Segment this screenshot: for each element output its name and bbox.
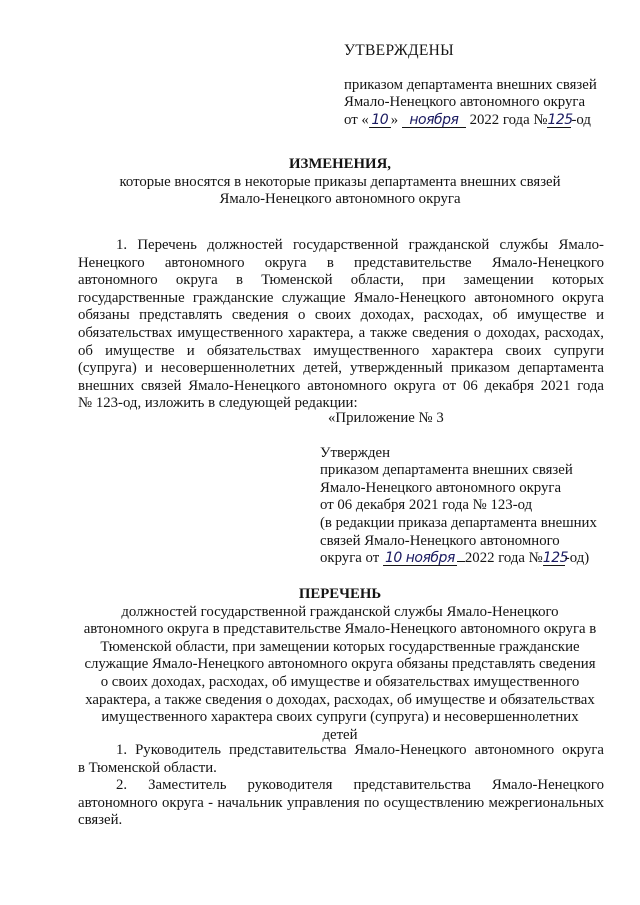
list-heading-line: характера, а также сведения о доходах, расходах, об имуществе и обязательствах: [85, 691, 595, 708]
changes-heading: [60, 156, 620, 209]
list-item-2-word: Заместитель: [148, 777, 227, 794]
list-heading-line: автономного округа в представительстве Ямало-Ненецкого автономного округа в: [83, 621, 597, 638]
approval-day: 10: [369, 113, 391, 128]
changes-line-2: Ямало-Ненецкого автономного округа: [219, 191, 461, 208]
approval-line-2: Ямало-Ненецкого автономного округа: [344, 94, 586, 111]
paragraph-line: государственные гражданские служащие Ямало-Ненецкого автономного округа: [78, 289, 604, 306]
paragraph-line: внешних связей Ямало-Ненецкого автономного округа от 06 декабря 2021 года: [78, 377, 604, 394]
appendix-date-line: [320, 550, 610, 568]
appendix-year-text: 2022 года №: [464, 550, 543, 567]
list-heading: [60, 586, 620, 744]
appendix-date-blank: [457, 561, 465, 562]
list-heading-line: имущественного характера своих супруги (супруга) и несовершеннолетних: [101, 709, 579, 726]
approval-date-quote: »: [390, 111, 399, 128]
list-heading-line: должностей государственной гражданской службы Ямало-Ненецкого: [121, 603, 559, 620]
list-item-2-line: связей.: [78, 812, 123, 829]
approval-date-prefix: от «: [344, 111, 369, 128]
appendix-date-prefix: округа от: [320, 550, 380, 567]
list-item-2-word: руководителя: [247, 777, 333, 794]
list-item-2-word: Ямало-Ненецкого: [491, 777, 605, 794]
approval-date-line: [344, 112, 624, 130]
list-item-1-line: 1. Руководитель представительства Ямало-Ненецкого автономного округа: [116, 742, 604, 758]
paragraph-line: автономного округа в Тюменской области, при замещении которых: [78, 272, 604, 289]
changes-title: ИЗМЕНЕНИЯ,: [289, 156, 391, 172]
approval-year-text: 2022 года №: [469, 111, 548, 128]
approval-number: 125: [547, 111, 573, 128]
appendix-approved: Утвержден: [320, 444, 391, 461]
appendix-line-1: приказом департамента внешних связей: [320, 462, 573, 479]
paragraph-line: 1. Перечень должностей государственной гражданской службы Ямало-: [116, 237, 604, 253]
list-item-2-word: 2.: [116, 777, 128, 794]
list-heading-line: детей: [322, 726, 358, 743]
list-title: ПЕРЕЧЕНЬ: [298, 586, 382, 602]
paragraph-line: № 123-од, изложить в следующей редакции:: [78, 395, 358, 412]
appendix-label: «Приложение № 3: [328, 410, 444, 426]
list-item-2-line: автономного округа - начальник управления по осуществлению межрегиональных: [78, 794, 604, 811]
paragraph-line: обязательствах имущественного характера, а также сведения о доходах, расходах,: [78, 324, 604, 341]
list-heading-line: служащие Ямало-Ненецкого автономного округа обязаны представлять сведения: [84, 656, 596, 673]
approval-month: ноября: [402, 113, 466, 128]
paragraph-line: об имуществе и обязательствах имущественного характера своих супруги: [78, 342, 604, 359]
approval-title: УТВЕРЖДЕНЫ: [344, 42, 454, 59]
list-heading-line: Тюменской области, при замещении которых государственные гражданские: [100, 638, 580, 655]
appendix-line-2: Ямало-Ненецкого автономного округа: [320, 479, 562, 496]
approval-block: [344, 42, 624, 129]
paragraph-1: [78, 237, 604, 413]
approval-suffix: -од: [571, 111, 591, 128]
list-item-2-first-line: [78, 777, 604, 795]
list-items: [78, 742, 604, 830]
appendix-suffix: -од): [564, 550, 590, 567]
appendix-block: [320, 410, 610, 568]
appendix-line-5: связей Ямало-Ненецкого автономного: [320, 532, 560, 549]
appendix-date-handwritten: [383, 551, 457, 566]
appendix-month: ноября: [405, 550, 455, 567]
paragraph-line: Ненецкого автономного округа в представительстве Ямало-Ненецкого: [78, 254, 604, 271]
appendix-line-3: от 06 декабря 2021 года № 123-од: [320, 497, 533, 514]
list-heading-line: о своих доходах, расходах, об имуществе и обязательствах имущественного: [100, 673, 580, 690]
changes-line-1: которые вносятся в некоторые приказы департамента внешних связей: [119, 173, 561, 190]
paragraph-line: обязаны представлять сведения о своих доходах, расходах, об имуществе и: [78, 307, 604, 324]
appendix-number: 125: [542, 550, 569, 567]
list-item-1-line: в Тюменской области.: [78, 759, 217, 776]
appendix-line-4: (в редакции приказа департамента внешних: [320, 514, 597, 531]
paragraph-line: (супруга) и несовершеннолетних детей, утвержденный приказом департамента: [78, 360, 604, 377]
appendix-day: 10: [384, 550, 402, 567]
approval-line-1: приказом департамента внешних связей: [344, 76, 597, 93]
list-item-2-word: представительства: [353, 777, 471, 794]
